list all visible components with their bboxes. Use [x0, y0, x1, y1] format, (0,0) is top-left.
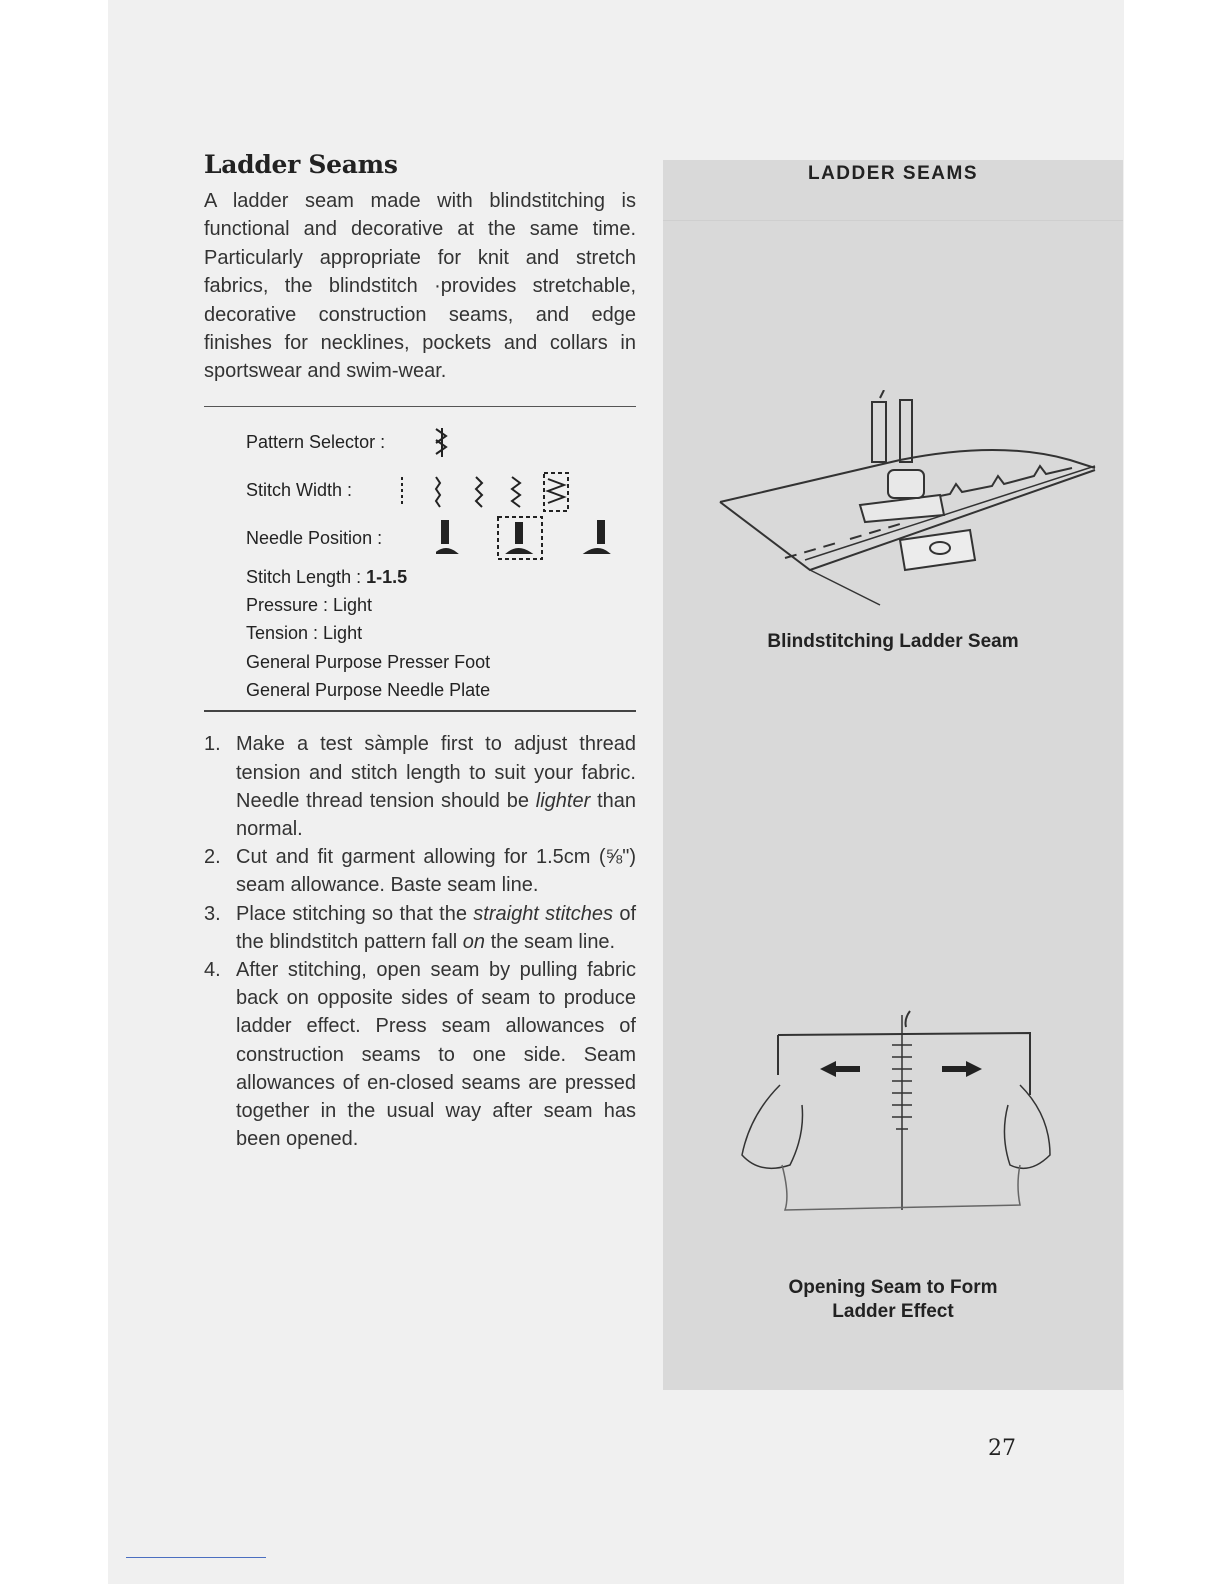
stitch-width-options-icon — [396, 469, 596, 513]
needle-position-label: Needle Position : — [246, 528, 383, 549]
divider-bottom — [204, 710, 636, 712]
blindstitching-illustration — [700, 390, 1100, 620]
tension-setting: Tension : Light — [246, 623, 363, 644]
stitch-length: Stitch Length : 1-1.5 — [246, 566, 408, 587]
caption-blindstitching: Blindstitching Ladder Seam — [767, 631, 1019, 652]
step-item: 2. Cut and fit garment allowing for 1.5cm (⅝") seam allowance. Baste seam line. — [204, 846, 636, 897]
instruction-steps — [204, 730, 636, 1153]
needle-position-row — [246, 515, 636, 563]
step-item: 3. Place stitching so that the straight stitches of the blindstitch pattern fall on the seam line. — [204, 902, 636, 953]
machine-settings — [204, 407, 636, 704]
panel-divider — [663, 220, 1123, 221]
pressure-setting: Pressure : Light — [246, 595, 373, 616]
opening-seam-illustration — [720, 1005, 1060, 1225]
needle-position-options-icon — [436, 515, 626, 563]
bottom-edge-mark — [126, 1557, 266, 1558]
intro-paragraph: A ladder seam made with blindstitching is functional and decorative at the same time. Particularly appropriate for knit and stretch fabrics, the blindstitch ·provides stretchable, decorative construction seams, and edge finishes for necklines, pockets and collars in sportswear and swim-wear. — [204, 190, 636, 383]
step-item: 4. After stitching, open seam by pulling fabric back on opposite sides of seam to produce ladder effect. Press seam allowances of construction seams to one side. Seam allowances of en-closed seams are pressed together in the usual way after seam has been opened. — [204, 958, 636, 1151]
presser-foot-setting: General Purpose Presser Foot — [246, 651, 491, 672]
needle-plate-setting: General Purpose Needle Plate — [246, 680, 491, 701]
section-title: Ladder Seams — [204, 150, 398, 179]
page-number: 27 — [988, 1436, 1016, 1461]
pattern-selector-label: Pattern Selector : — [246, 432, 386, 453]
stitch-length-value: 1-1.5 — [366, 566, 408, 587]
step-item: 1. Make a test sàmple first to adjust thread tension and stitch length to suit your fabric. Needle thread tension should be lighter than normal. — [204, 733, 637, 840]
main-text-column — [204, 150, 636, 1153]
caption-opening-seam: Opening Seam to Form Ladder Effect — [788, 1277, 998, 1322]
pattern-selector-row — [246, 419, 636, 467]
blindstitch-pattern-icon — [432, 426, 452, 460]
panel-heading: LADDER SEAMS — [807, 163, 978, 184]
stitch-width-label: Stitch Width : — [246, 480, 353, 501]
stitch-width-row — [246, 467, 636, 515]
settings-list — [246, 563, 636, 704]
